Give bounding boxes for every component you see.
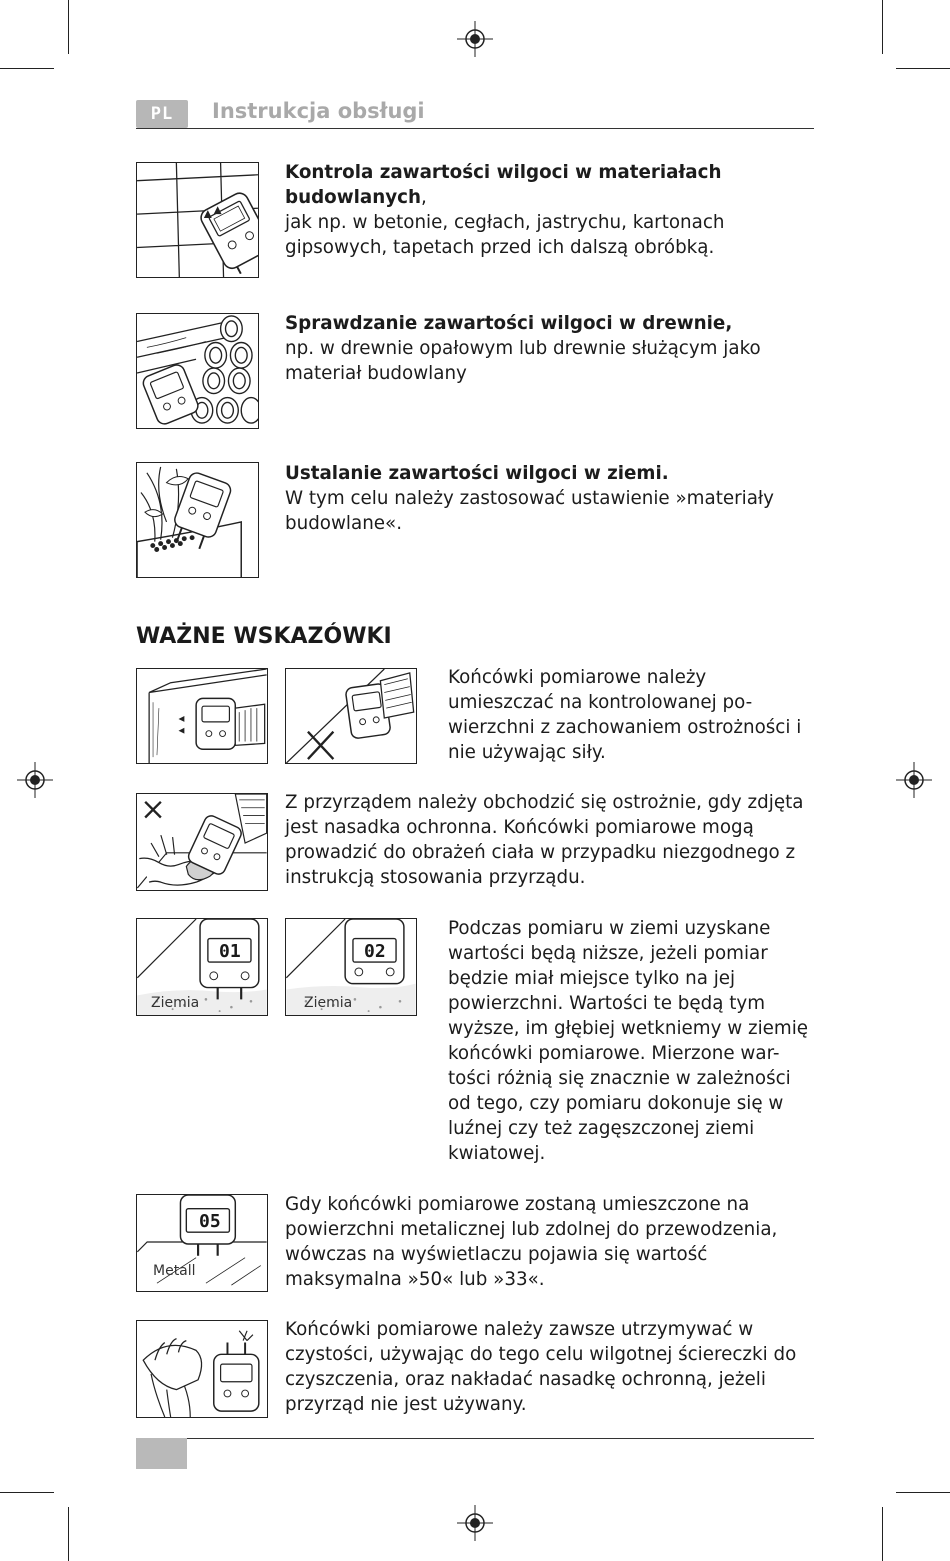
use-heading-line xyxy=(285,461,825,486)
note-injury xyxy=(285,790,825,890)
crop-mark xyxy=(896,1492,950,1493)
note-line: powierzchni. Wartości te będą tym xyxy=(448,993,766,1014)
note-line: nie używając siły. xyxy=(448,742,606,763)
lcd-value: 05 xyxy=(199,1211,221,1232)
figure-label-metal: Metall xyxy=(153,1263,196,1279)
use-heading-line xyxy=(285,311,825,336)
section-title: WAŻNE WSKAZÓWKI xyxy=(136,624,392,649)
use-heading: Kontrola zawartości wilgoci w materiałach budowlanych xyxy=(285,162,722,208)
note-line: wówczas na wyświetlaczu pojawia się wartość xyxy=(285,1244,708,1265)
note-soil-depth xyxy=(448,916,828,1166)
use-building-materials xyxy=(285,160,825,260)
use-text-line: np. w drewnie opałowym lub drewnie służącym jako xyxy=(285,338,761,359)
crop-mark xyxy=(0,68,54,69)
note-cleaning xyxy=(285,1317,825,1417)
note-line: wyższe, im głębiej wetkniemy w ziemię xyxy=(448,1018,809,1039)
incorrect-placement-figure xyxy=(285,668,417,764)
use-heading-line xyxy=(285,160,825,210)
use-text-line: W tym celu należy zastosować ustawienie »materiały xyxy=(285,488,774,509)
crop-mark xyxy=(896,68,950,69)
wood-logs-figure xyxy=(136,313,259,429)
note-line: powierzchni metalicznej lub zdolnej do przewodzenia, xyxy=(285,1219,778,1240)
plant-pot-figure xyxy=(136,462,259,578)
note-line: czystości, używając do tego celu wilgotnej ściereczki do xyxy=(285,1344,797,1365)
hand-warning-figure xyxy=(136,793,268,891)
use-text-line: budowlane«. xyxy=(285,513,403,534)
note-line: Końcówki pomiarowe należy zawsze utrzymywać w xyxy=(285,1319,754,1340)
crop-mark xyxy=(68,0,69,54)
note-line: przyrząd nie jest używany. xyxy=(285,1394,527,1415)
footer-rule xyxy=(136,1438,814,1439)
note-line: Gdy końcówki pomiarowe zostaną umieszczone na xyxy=(285,1194,750,1215)
note-line: Z przyrządem należy obchodzić się ostrożnie, gdy zdjęta xyxy=(285,792,804,813)
use-text-line: jak np. w betonie, cegłach, jastrychu, kartonach xyxy=(285,212,725,233)
crop-mark xyxy=(882,1507,883,1561)
note-line: instrukcją stosowania przyrządu. xyxy=(285,867,586,888)
correct-placement-figure xyxy=(136,668,268,764)
note-line: jest nasadka ochronna. Końcówki pomiarowe mogą xyxy=(285,817,754,838)
use-heading: Sprawdzanie zawartości wilgoci w drewnie, xyxy=(285,313,733,334)
registration-mark-icon xyxy=(17,762,53,798)
figure-label-soil: Ziemia xyxy=(304,995,353,1011)
registration-mark-icon xyxy=(896,762,932,798)
note-line: Końcówki pomiarowe należy xyxy=(448,667,707,688)
language-badge xyxy=(136,100,188,128)
soil-deep-figure xyxy=(285,918,417,1016)
note-line: kwiatowej. xyxy=(448,1143,546,1164)
note-placement xyxy=(448,665,828,765)
note-metal xyxy=(285,1192,825,1292)
use-wood xyxy=(285,311,825,386)
page-number-box xyxy=(136,1438,187,1469)
note-line: wartości będą niższe, jeżeli pomiar xyxy=(448,943,768,964)
figure-label-soil: Ziemia xyxy=(151,995,200,1011)
note-line: wierzchni z zachowaniem ostrożności i xyxy=(448,717,802,738)
note-line: prowadzić do obrażeń ciała w przypadku niezgodnego z xyxy=(285,842,796,863)
note-line: będzie miał miejsce tylko na jej xyxy=(448,968,736,989)
use-heading-suffix: , xyxy=(421,187,427,208)
note-line: tości różnią się znacznie w zależności xyxy=(448,1068,791,1089)
note-line: od tego, czy pomiaru dokonuje się w xyxy=(448,1093,784,1114)
note-line: luźnej czy też zagęszczonej ziemi xyxy=(448,1118,755,1139)
header-rule xyxy=(136,128,814,129)
soil-surface-figure xyxy=(136,918,268,1016)
use-text-line: materiał budowlany xyxy=(285,363,467,384)
language-badge-label: PL xyxy=(150,104,174,124)
crop-mark xyxy=(882,0,883,54)
registration-mark-icon xyxy=(457,1505,493,1541)
lcd-value: 02 xyxy=(364,941,386,962)
note-line: maksymalna »50« lub »33«. xyxy=(285,1269,545,1290)
cleaning-figure xyxy=(136,1320,268,1418)
note-line: czyszczenia, oraz nakładać nasadkę ochronną, jeżeli xyxy=(285,1369,766,1390)
crop-mark xyxy=(68,1507,69,1561)
use-soil xyxy=(285,461,825,536)
use-text-line: gipsowych, tapetach przed ich dalszą obróbką. xyxy=(285,237,715,258)
note-line: umieszczać na kontrolowanej po- xyxy=(448,692,753,713)
metal-surface-figure xyxy=(136,1194,268,1292)
page-header-title: Instrukcja obsługi xyxy=(212,99,425,123)
tiles-wall-figure xyxy=(136,162,259,278)
lcd-value: 01 xyxy=(219,941,241,962)
registration-mark-icon xyxy=(457,21,493,57)
note-line: końcówki pomiarowe. Mierzone war- xyxy=(448,1043,780,1064)
crop-mark xyxy=(0,1492,54,1493)
use-heading: Ustalanie zawartości wilgoci w ziemi. xyxy=(285,463,669,484)
note-line: Podczas pomiaru w ziemi uzyskane xyxy=(448,918,771,939)
